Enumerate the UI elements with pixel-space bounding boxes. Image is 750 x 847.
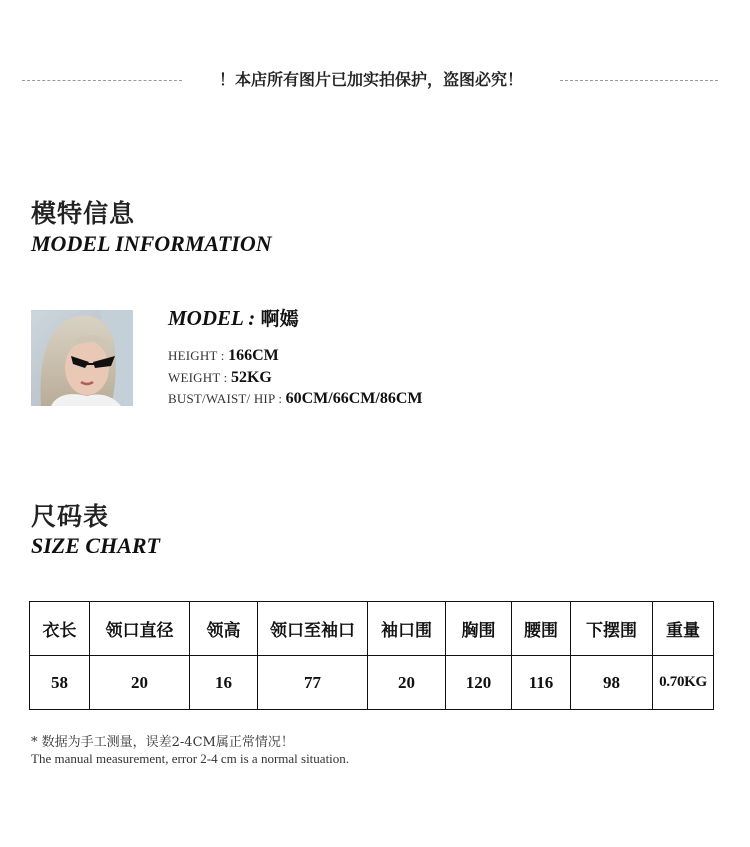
- measurements-value: 60CM/66CM/86CM: [285, 390, 423, 407]
- measurements-label: BUST/WAIST/ HIP :: [168, 391, 286, 406]
- value-cell: 120: [446, 656, 512, 710]
- notice-divider-left: [22, 80, 182, 81]
- size-section-title-cn: 尺码表: [31, 502, 110, 531]
- header-cell: 领口直径: [90, 602, 190, 656]
- value-cell: 58: [30, 656, 90, 710]
- header-cell: 胸围: [446, 602, 512, 656]
- header-cell: 重量: [653, 602, 714, 656]
- weight-value: 52KG: [230, 369, 272, 386]
- value-cell: 98: [571, 656, 653, 710]
- size-chart-table: [29, 601, 714, 710]
- weight-label: WEIGHT :: [168, 370, 231, 385]
- header-cell: 领高: [190, 602, 258, 656]
- model-photo: [31, 310, 133, 406]
- value-cell: 116: [512, 656, 571, 710]
- value-cell: 0.70KG: [653, 656, 714, 710]
- height-stat: [168, 347, 279, 365]
- size-section-title-en: SIZE CHART: [31, 533, 160, 558]
- header-cell: 袖口围: [368, 602, 446, 656]
- value-cell: 20: [90, 656, 190, 710]
- value-cell: 20: [368, 656, 446, 710]
- model-section-title-en: MODEL INFORMATION: [31, 231, 272, 256]
- model-name-value: 啊嫣: [260, 308, 299, 330]
- size-chart-header-row: [30, 602, 714, 656]
- measurement-note-cn: * 数据为手工测量，误差2-4CM属正常情况！: [31, 735, 294, 750]
- weight-stat: [168, 369, 272, 387]
- measurement-note-en: The manual measurement, error 2-4 cm is a normal situation.: [31, 751, 350, 766]
- height-label: HEIGHT :: [168, 348, 229, 363]
- model-name: [168, 304, 299, 331]
- model-name-label: MODEL :: [168, 306, 261, 330]
- notice-divider-right: [560, 80, 718, 81]
- value-cell: 16: [190, 656, 258, 710]
- copyright-notice: ！本店所有图片已加实拍保护，盗图必究！: [218, 70, 523, 89]
- header-cell: 下摆围: [571, 602, 653, 656]
- height-value: 166CM: [228, 347, 279, 364]
- measurements-stat: [168, 390, 422, 408]
- model-section-title-cn: 模特信息: [31, 199, 136, 228]
- header-cell: 腰围: [512, 602, 571, 656]
- notice-row: [0, 68, 750, 92]
- header-cell: 领口至袖口: [258, 602, 368, 656]
- value-cell: 77: [258, 656, 368, 710]
- header-cell: 衣长: [30, 602, 90, 656]
- size-chart-value-row: [30, 656, 714, 710]
